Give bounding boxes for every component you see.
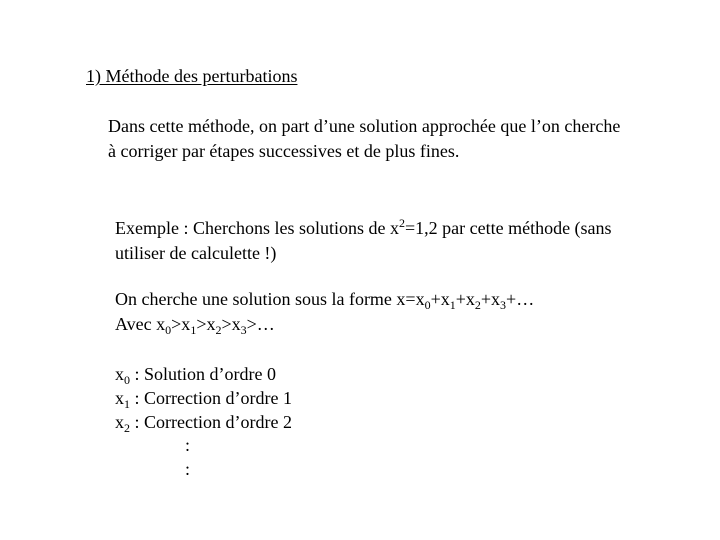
order-gt: >x xyxy=(221,314,241,334)
subscript: 2 xyxy=(215,323,222,337)
subscript: 2 xyxy=(124,421,130,435)
def-text: : Correction d’ordre 1 xyxy=(130,388,292,408)
form-plus: +x xyxy=(480,289,501,309)
def-var: x xyxy=(115,388,124,408)
subscript: 3 xyxy=(240,323,247,337)
subscript: 0 xyxy=(165,323,172,337)
section-title: 1) Méthode des perturbations xyxy=(86,66,298,86)
example-line-2: utiliser de calculette !) xyxy=(115,243,277,263)
intro-line-2: à corriger par étapes successives et de plus fines. xyxy=(108,141,460,161)
order-line xyxy=(115,313,275,335)
subscript: 3 xyxy=(500,298,507,312)
subscript: 0 xyxy=(424,298,431,312)
def-text: : Correction d’ordre 2 xyxy=(130,412,292,432)
form-text: On cherche une solution sous la forme x=x xyxy=(115,289,425,309)
subscript: 1 xyxy=(124,397,130,411)
def-text: : Solution d’ordre 0 xyxy=(130,364,276,384)
continuation-colon: : xyxy=(185,459,191,479)
example-line-1 xyxy=(115,217,612,239)
definition-x2 xyxy=(115,411,292,433)
example-text-a: Exemple : Cherchons les solutions de x xyxy=(115,218,399,238)
form-end: +… xyxy=(506,289,535,309)
order-end: >… xyxy=(246,314,275,334)
form-plus: +x xyxy=(455,289,475,309)
solution-form-line xyxy=(115,288,534,310)
continuation-colon: : xyxy=(185,435,191,455)
order-gt: >x xyxy=(171,314,191,334)
def-var: x xyxy=(115,412,124,432)
def-var: x xyxy=(115,364,124,384)
subscript: 0 xyxy=(124,373,130,387)
form-plus: +x xyxy=(430,289,450,309)
order-text: Avec x xyxy=(115,314,166,334)
subscript: 2 xyxy=(474,298,481,312)
intro-line-1: Dans cette méthode, on part d’une solution approchée que l’on cherche xyxy=(108,116,621,136)
subscript: 1 xyxy=(190,323,197,337)
exponent: 2 xyxy=(398,216,405,230)
example-text-b: =1,2 par cette méthode (sans xyxy=(404,218,612,238)
definition-x1 xyxy=(115,387,292,409)
definition-x0 xyxy=(115,363,276,385)
order-gt: >x xyxy=(196,314,216,334)
subscript: 1 xyxy=(449,298,456,312)
